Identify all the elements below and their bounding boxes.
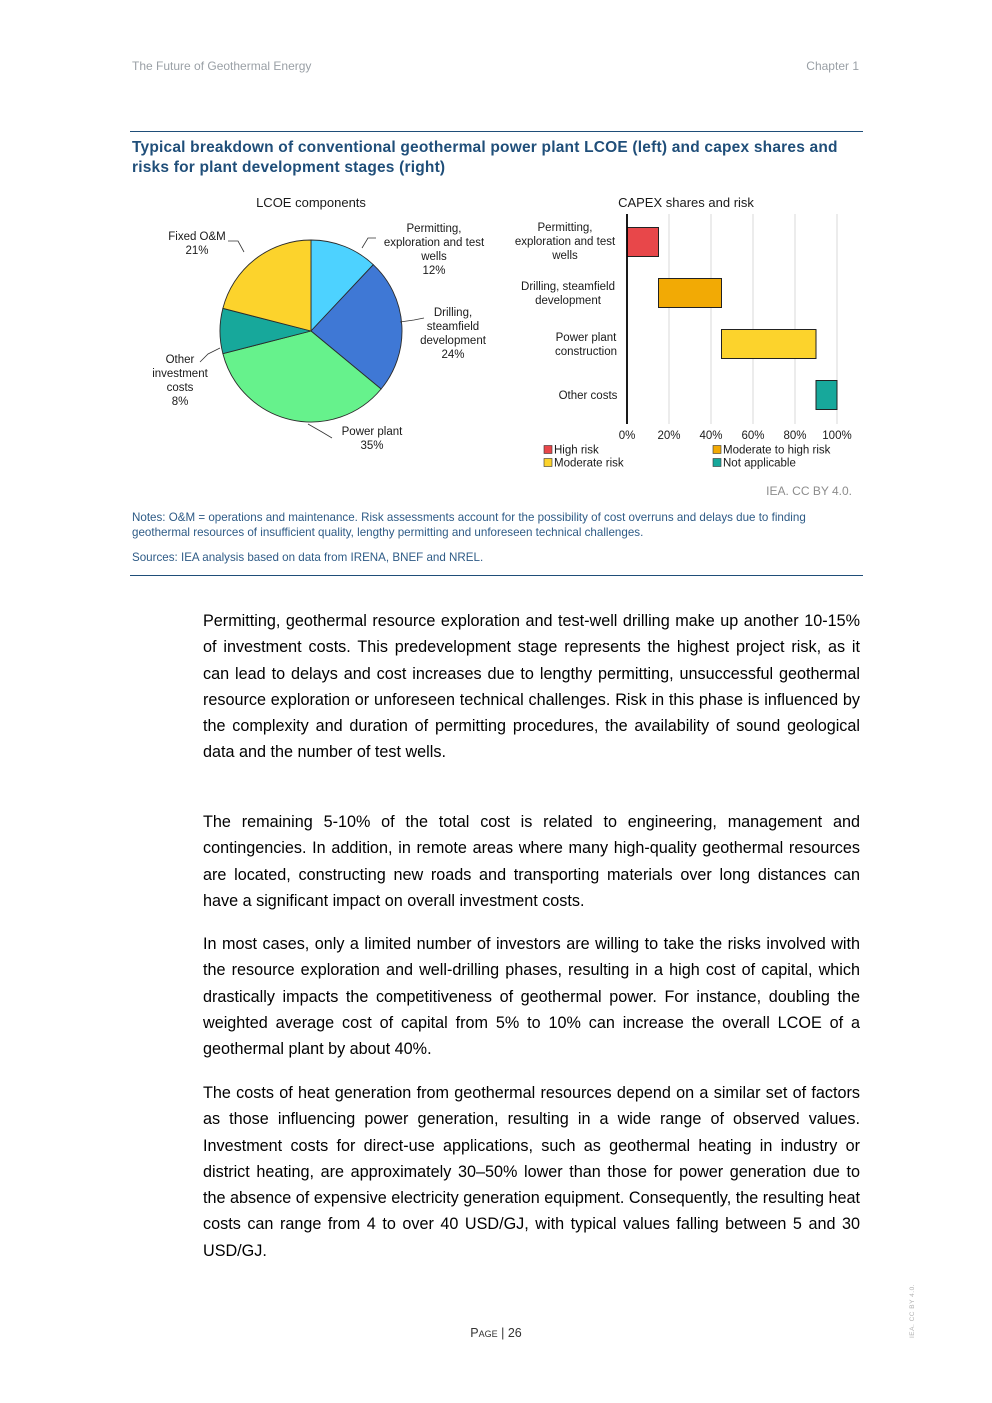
pie-label-permitting: Permitting, exploration and test wells 12% [383, 223, 485, 277]
page-number-value: 26 [507, 1326, 522, 1340]
bar-power-plant-construction [722, 330, 817, 359]
pie-label-fixed-om: Fixed O&M 21% [168, 231, 226, 257]
legend-swatch-moderate-to-high-risk [713, 446, 721, 454]
body-paragraph-2: The remaining 5-10% of the total cost is related to engineering, management and contingencies. In addition, in remote areas where many high-quality geothermal resources are located, constructing new roads and transporting materials over long distances can have a significant impact on overall investment costs. [203, 813, 860, 910]
running-header-title: The Future of Geothermal Energy [132, 59, 312, 73]
pie-label-other: Other investment costs 8% [152, 354, 208, 408]
pie-label-power-plant: Power plant 35% [341, 426, 403, 452]
running-header-chapter: Chapter 1 [806, 59, 859, 73]
bar-permitting-exploration-and-test-wells [627, 228, 659, 257]
body-paragraph-3: In most cases, only a limited number of investors are willing to take the risks involved with the resource exploration and well-drilling phases, resulting in a high cost of capital, which drastically impacts the competitiveness of geothermal power. For instance, doubling the weighted average cost of capital from 5% to 10% can increase the overall LCOE of a geothermal plant by about 40%. [203, 935, 860, 1059]
figure-charts [0, 0, 992, 500]
x-tick-80: 80% [783, 430, 807, 442]
body-paragraph-4: The costs of heat generation from geothermal resources depend on a similar set of factors as those influencing power generation, resulting in a wide range of observed values. Investment costs for direct-use applications, such as geothermal heating in industry or district heating, are approximately 30–50% lower than those for power generation due to the absence of expensive electricity generation equipment. Consequently, the resulting heat costs can range from 4 to over 40 USD/GJ, with typical values falling between 5 and 30 USD/GJ. [203, 1084, 860, 1260]
legend-label-high-risk: High risk [554, 444, 599, 457]
leader-line-fixed-om [228, 241, 244, 252]
figure-sources: Sources: IEA analysis based on data from IRENA, BNEF and NREL. [132, 551, 484, 564]
legend-swatch-high-risk [544, 446, 552, 454]
bar-drilling-steamfield-development [659, 279, 722, 308]
side-credit: IEA. CC BY 4.0. [909, 1284, 916, 1338]
legend-label-moderate-to-high-risk: Moderate to high risk [723, 444, 831, 457]
x-tick-40: 40% [699, 430, 723, 442]
bar-category-permitting: Permitting, exploration and test wells [514, 222, 616, 262]
x-tick-20: 20% [657, 430, 681, 442]
bar-category-power-plant: Power plant construction [554, 332, 618, 358]
legend-swatch-not-applicable [713, 459, 721, 467]
bar-legend [544, 445, 831, 470]
pie-slices [220, 240, 402, 422]
pie-label-drilling: Drilling, steamfield development 24% [420, 307, 486, 361]
legend-swatch-moderate-risk [544, 459, 552, 467]
leader-line-drilling [400, 318, 424, 322]
x-tick-60: 60% [741, 430, 765, 442]
page-separator: | [501, 1326, 505, 1340]
page-number [0, 1326, 992, 1340]
leader-line-power-plant [308, 424, 332, 438]
bar-chart-title: CAPEX shares and risk [618, 195, 754, 210]
bar-x-tick-labels [619, 430, 852, 442]
legend-label-not-applicable: Not applicable [723, 457, 796, 470]
bar-series [627, 228, 837, 410]
bar-category-other: Other costs [558, 390, 618, 402]
bar-gridlines [669, 214, 837, 424]
leader-line-permitting [362, 238, 376, 248]
pie-chart-title: LCOE components [256, 195, 366, 210]
figure-notes: Notes: O&M = operations and maintenance. Risk assessments account for the possibility of cost overruns and delays due to finding geothermal resources of insufficient quality, lengthy permitting and unforeseen technical challenges. [132, 511, 806, 539]
page-word: Page [470, 1326, 498, 1340]
leader-line-other [200, 348, 220, 362]
figure-title: Typical breakdown of conventional geothermal power plant LCOE (left) and capex shares and risks for plant development stages (right) [132, 139, 838, 176]
body-paragraph-1: Permitting, geothermal resource exploration and test-well drilling make up another 10-15% of investment costs. This predevelopment stage represents the highest project risk, as it can lead to delays and cost increases due to lengthy permitting, unsuccessful geothermal resource exploration or unforeseen technical challenges. Risk in this phase is influenced by the complexity and duration of permitting procedures, the availability of sound geological data and the number of test wells. [203, 612, 860, 762]
bar-other-costs [816, 381, 837, 410]
x-tick-100: 100% [822, 430, 852, 442]
figure-bottom-rule [130, 575, 863, 576]
figure-credit: IEA. CC BY 4.0. [766, 484, 852, 498]
x-tick-0: 0% [618, 430, 636, 442]
legend-label-moderate-risk: Moderate risk [554, 457, 624, 470]
bar-category-drilling: Drilling, steamfield development [521, 281, 615, 307]
